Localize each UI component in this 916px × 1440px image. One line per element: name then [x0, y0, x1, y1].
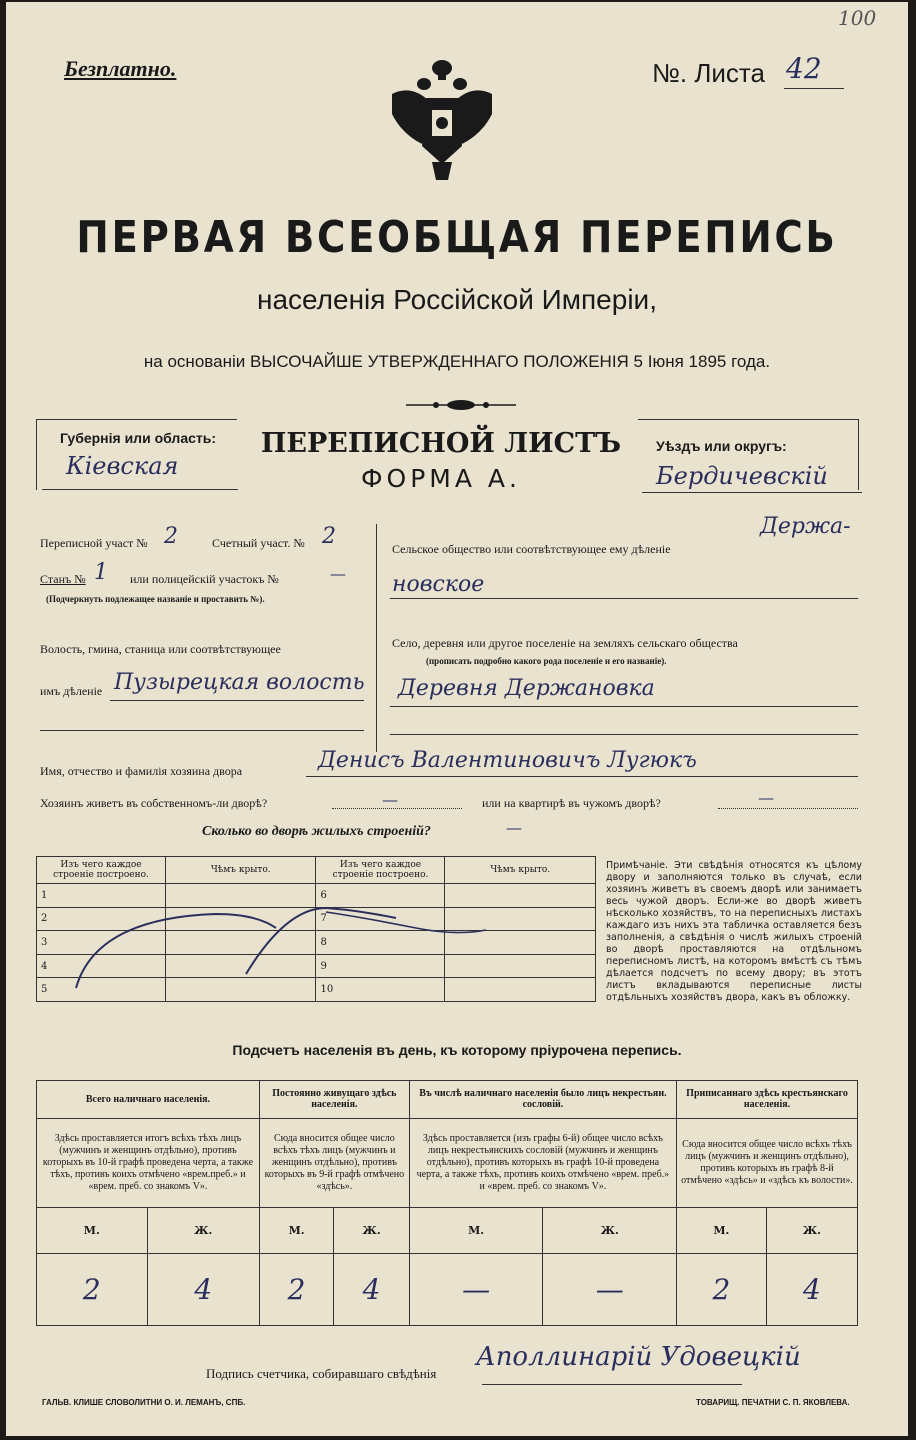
signature-value: Аполлинарій Удовецкій	[476, 1342, 801, 1372]
printer-imprint-left: ГАЛЬВ. КЛИШЕ СЛОВОЛИТНИ О. И. ЛЕМАНЪ, СПБ.	[42, 1398, 246, 1407]
volost-label: Волость, гмина, станица или соотвѣтствующее	[40, 642, 281, 656]
page-subtitle: населенія Россійской Имперіи,	[257, 284, 657, 315]
underline-note: (Подчеркнуть подлежащее названіе и проставить №).	[46, 594, 265, 604]
strikethrough-curves	[36, 878, 596, 1002]
free-label: Безплатно.	[64, 56, 177, 81]
count-value: 4	[766, 1254, 857, 1326]
sheet-number-label: №. Листа	[652, 58, 766, 88]
table-row: 1 6	[37, 884, 596, 908]
buildings-label: Сколько во дворѣ жилыхъ строеній?	[202, 824, 431, 839]
or-label: или на квартирѣ въ чужомъ дворѣ?	[482, 796, 661, 810]
village-line-2	[390, 734, 858, 735]
society-value-1: Держа-	[760, 514, 851, 539]
counts-header: Приписаннаго здѣсь крестьянскаго населенія.	[677, 1081, 858, 1119]
female-label: Ж.	[766, 1207, 857, 1253]
female-label: Ж.	[147, 1207, 259, 1253]
counts-description: Сюда вносится общее число всѣхъ тѣхъ лицъ (мужчинъ и женщинъ отдѣльно), противъ которыхъ въ 9-й графѣ отмѣчено «здѣсь».	[259, 1118, 409, 1207]
guberniya-label: Губернія или область:	[60, 430, 217, 446]
owner-label: Имя, отчество и фамилія хозяина двора	[40, 764, 243, 778]
counts-description: Здѣсь проставляется итогъ всѣхъ тѣхъ лицъ (мужчинъ и женщинъ отдѣльно), противъ которыхъ въ 10-й графѣ проведена черта, а также тѣхъ, противъ коихъ отмѣчено «врем.преб.» и «врем. преб. со знакомъ V».	[37, 1118, 260, 1207]
count-value: 2	[677, 1254, 767, 1326]
uezd-label: Уѣздъ или округъ:	[656, 438, 787, 454]
table-row: 5 10	[37, 978, 596, 1002]
society-value-2: новское	[392, 572, 485, 597]
volost-value: Пузырецкая волость	[114, 670, 365, 695]
lives-label: Хозяинъ живетъ въ собственномъ-ли дворѣ?	[40, 796, 268, 810]
police-value: —	[330, 564, 346, 583]
village-value: Деревня Держановка	[398, 676, 655, 701]
volost-line	[110, 700, 364, 701]
schetny-value: 2	[322, 524, 336, 549]
guberniya-value: Кіевская	[66, 452, 179, 480]
stan-label: Станъ №	[40, 572, 86, 586]
sheet-number-underline	[784, 88, 844, 89]
col-material-left: Изъ чего каждое строеніе построено.	[37, 857, 166, 884]
buildings-value: —	[506, 818, 522, 837]
lives-value: —	[382, 790, 398, 809]
sheet-number-value: 42	[786, 52, 822, 85]
printer-imprint-right: ТОВАРИЩ. ПЕЧАТНИ С. П. ЯКОВЛЕВА.	[696, 1398, 850, 1407]
col-material-right: Изъ чего каждое строеніе построено.	[316, 857, 445, 884]
legal-basis: на основаніи ВЫСОЧАЙШЕ УТВЕРЖДЕННАГО ПОЛОЖЕНІЯ 5 Іюня 1895 года.	[143, 352, 771, 371]
village-note: (прописать подробно какого рода поселеніе и его названіе).	[426, 656, 667, 666]
count-value: 4	[147, 1254, 259, 1326]
corner-page-mark: 100	[838, 6, 877, 30]
counts-table	[36, 1080, 858, 1326]
schetny-label: Счетный участ. №	[212, 536, 305, 550]
table-row: 3 8	[37, 931, 596, 955]
table-row: 2 7	[37, 907, 596, 931]
male-label: М.	[37, 1207, 148, 1253]
ornament-divider-icon	[406, 398, 516, 412]
volost-label-2: имъ дѣленіе	[40, 684, 103, 698]
counts-header: Постоянно живущаго здѣсь населенія.	[259, 1081, 409, 1119]
village-line	[390, 706, 858, 707]
col-roof-right: Чѣмъ крыто.	[445, 857, 596, 884]
volost-line-2	[40, 730, 364, 731]
count-value: 2	[259, 1254, 333, 1326]
female-label: Ж.	[543, 1207, 677, 1253]
table-row: 4 9	[37, 954, 596, 978]
count-value: —	[543, 1254, 677, 1326]
society-label: Сельское общество или соотвѣтствующее ему дѣленіе	[392, 542, 671, 556]
male-label: М.	[677, 1207, 767, 1253]
census-form-page	[6, 2, 908, 1436]
stan-value: 1	[94, 560, 108, 585]
counts-description: Здѣсь проставляется (изъ графы 6-й) общее число всѣхъ лицъ некрестьянскихъ сословій (мужчинъ и женщинъ отдѣльно), противъ которыхъ въ графѣ 10-й проведена черта, а также тѣхъ, противъ коихъ отмѣчено «врем. преб.» и «врем. преб. со знакомъ V».	[409, 1118, 676, 1207]
page-title: ПЕРВАЯ ВСЕОБЩАЯ ПЕРЕПИСЬ	[76, 212, 838, 263]
male-label: М.	[409, 1207, 543, 1253]
guberniya-line	[42, 489, 238, 490]
perepisnoy-label: Переписной участ №	[40, 536, 148, 550]
signature-label: Подпись счетчика, собиравшаго свѣдѣнія	[206, 1366, 437, 1381]
village-label: Село, деревня или другое поселеніе на земляхъ сельскаго общества	[392, 636, 738, 650]
sheet-title: ПЕРЕПИСНОЙ ЛИСТЪ	[260, 428, 622, 459]
counts-description: Сюда вносится общее число всѣхъ тѣхъ лицъ (мужчинъ и женщинъ отдѣльно), противъ которыхъ въ графѣ 8-й отмѣчено «здѣсь» и «здѣсь къ волости».	[677, 1118, 858, 1207]
or-value: —	[758, 788, 774, 807]
form-title: ФОРМА А.	[361, 464, 521, 493]
col-roof-left: Чѣмъ крыто.	[165, 857, 316, 884]
owner-value: Денисъ Валентиновичъ Лугюкъ	[318, 748, 697, 773]
uezd-line	[642, 492, 862, 493]
column-divider	[376, 524, 377, 752]
or-line	[718, 808, 858, 809]
uezd-value: Бердичевскій	[656, 462, 828, 490]
police-label: или полицейскій участокъ №	[130, 572, 279, 586]
owner-line	[306, 776, 858, 777]
counts-header: Въ числѣ наличнаго населенія было лицъ некрестьян. сословій.	[409, 1081, 676, 1119]
society-line	[390, 598, 858, 599]
male-label: М.	[259, 1207, 333, 1253]
count-value: 2	[37, 1254, 148, 1326]
female-label: Ж.	[334, 1207, 410, 1253]
table-note: Примѣчаніе. Эти свѣдѣнія относятся къ цѣлому двору и заполняются только въ случаѣ, если хозяинъ живетъ въ своемъ дворѣ или занимаетъ весь чужой дворъ. Если-же во дворѣ живетъ нѣсколько хозяйствъ, то на переписныхъ листахъ каждаго изъ нихъ эта табличка оставляется безъ заполненія, а свѣдѣнія о числѣ жилыхъ строеній во дворѣ проставляются на отдѣльномъ переписномъ листѣ, на которомъ вмѣстѣ съ тѣмъ дѣлается подсчетъ по всему двору; въ этотъ листъ вкладываются переписные листы отдѣльныхъ хозяйствъ двора, какъ въ обложку.	[606, 860, 862, 1003]
count-value: —	[409, 1254, 543, 1326]
counts-title: Подсчетъ населенія въ день, къ которому пріурочена перепись.	[232, 1042, 682, 1058]
double-headed-eagle-icon	[382, 54, 502, 184]
signature-line	[482, 1384, 742, 1385]
counts-header: Всего наличнаго населенія.	[37, 1081, 260, 1119]
perepisnoy-value: 2	[164, 524, 178, 549]
count-value: 4	[334, 1254, 410, 1326]
